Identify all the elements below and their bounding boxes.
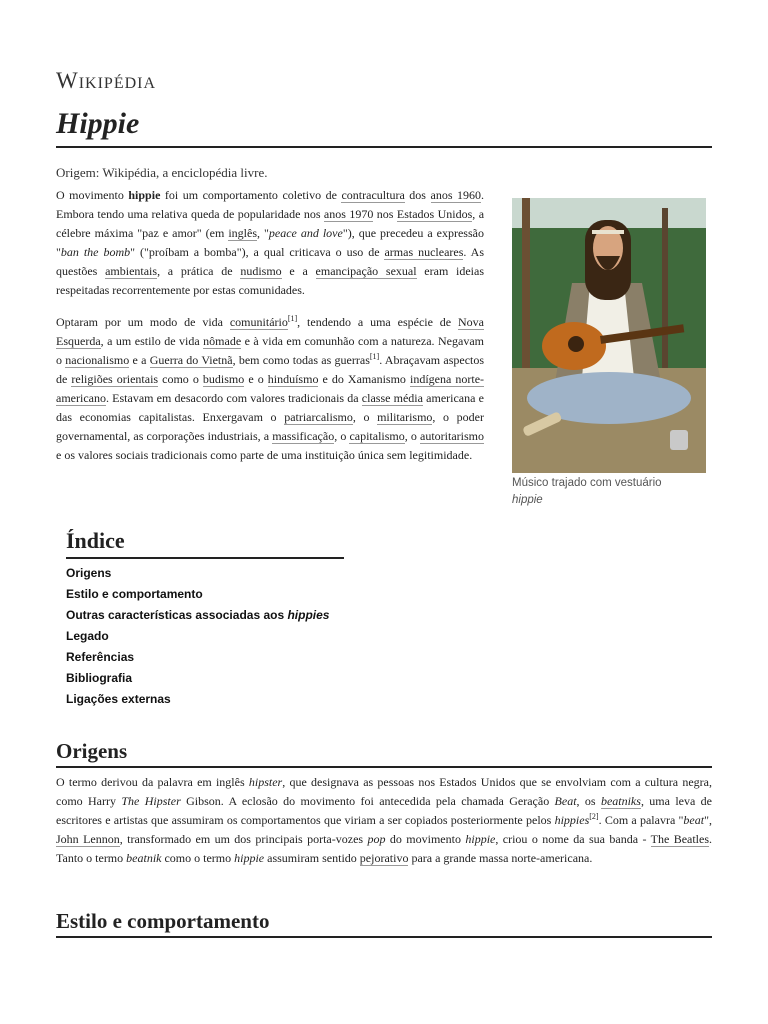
italic-term: hippie bbox=[465, 832, 496, 846]
text-run: , criou o nome da sua banda - bbox=[495, 832, 651, 846]
wiki-link[interactable]: anos 1960 bbox=[430, 188, 482, 202]
wiki-link[interactable]: autoritarismo bbox=[420, 429, 484, 443]
wiki-link[interactable]: militarismo bbox=[377, 410, 433, 424]
photo-headband bbox=[592, 230, 624, 234]
toc-item-outras[interactable] bbox=[66, 605, 344, 626]
text-run: dos bbox=[404, 188, 431, 202]
toc-item-ligacoes[interactable]: Ligações externas bbox=[66, 692, 171, 706]
toc-item-estilo[interactable]: Estilo e comportamento bbox=[66, 587, 203, 601]
italic-term: beat bbox=[683, 813, 705, 827]
italic-term: Beat bbox=[554, 794, 577, 808]
wiki-link[interactable]: nômade bbox=[203, 334, 242, 348]
table-of-contents bbox=[66, 526, 344, 710]
toc-item-legado[interactable]: Legado bbox=[66, 629, 109, 643]
text-run: , o bbox=[334, 429, 350, 443]
citation-ref[interactable]: [1] bbox=[369, 352, 380, 361]
wiki-link[interactable]: indígena norte-americano bbox=[56, 372, 485, 405]
wiki-link[interactable]: Nova Esquerda bbox=[56, 315, 484, 348]
page-title: Hippie bbox=[56, 104, 712, 148]
caption-text: Músico trajado com vestuário bbox=[512, 477, 662, 489]
text-run: e do Xamanismo bbox=[318, 372, 410, 386]
text-run: , o bbox=[404, 429, 421, 443]
italic-term: ban the bomb bbox=[60, 245, 131, 259]
wikipedia-logo[interactable]: Wikipédia bbox=[56, 68, 157, 93]
wiki-link[interactable]: Guerra do Vietnã bbox=[149, 353, 233, 367]
section-heading-origens: Origens bbox=[56, 737, 712, 768]
text-run: foi um comportamento coletivo de bbox=[160, 188, 342, 202]
text-run: ", bbox=[704, 813, 712, 827]
text-run: " ("proíbam a bomba"), a qual criticava o uso de bbox=[130, 245, 385, 259]
text-run: nos bbox=[373, 207, 397, 221]
text-run: assumiram sentido bbox=[264, 851, 360, 865]
text-run: , a um estilo de vida bbox=[100, 334, 204, 348]
text-run: e a bbox=[129, 353, 150, 367]
text-run: para a grande massa norte-americana. bbox=[408, 851, 593, 865]
italic-term: hippie bbox=[234, 851, 265, 865]
text-run: , " bbox=[257, 226, 269, 240]
text-run: , a célebre máxima "paz e amor" (em bbox=[56, 207, 485, 240]
wiki-link[interactable]: ambientais bbox=[105, 264, 158, 278]
section-heading-estilo: Estilo e comportamento bbox=[56, 907, 712, 938]
caption-italic: hippie bbox=[512, 494, 543, 506]
italic-term: hipster bbox=[248, 775, 283, 789]
wiki-link[interactable]: emancipação sexual bbox=[315, 264, 417, 278]
toc-item-referencias[interactable]: Referências bbox=[66, 650, 135, 664]
text-run: O termo derivou da palavra em inglês bbox=[56, 775, 249, 789]
text-run: , bem como todas as guerras bbox=[232, 353, 370, 367]
origin-note: Origem: Wikipédia, a enciclopédia livre. bbox=[56, 165, 268, 180]
infobox-figure bbox=[512, 198, 706, 509]
photo-mug bbox=[670, 430, 688, 450]
text-run: e os valores sociais tradicionais como parte de uma instituição única sem legitimidade. bbox=[56, 448, 473, 462]
wiki-link[interactable]: massificação bbox=[272, 429, 335, 443]
toc-item-bibliografia[interactable]: Bibliografia bbox=[66, 671, 133, 685]
italic-term: beatnik bbox=[126, 851, 162, 865]
text-run: , o poder governamental, as corporações industriais, a bbox=[56, 410, 484, 443]
toc-item-outras-text: Outras características associadas aos bbox=[66, 608, 288, 622]
bold-term: hippie bbox=[128, 188, 161, 202]
wiki-link[interactable]: capitalismo bbox=[349, 429, 405, 443]
wiki-link[interactable]: pejorativo bbox=[359, 851, 409, 865]
italic-term: The Hipster bbox=[121, 794, 181, 808]
text-run: Optaram por um modo de vida bbox=[56, 315, 230, 329]
wiki-link[interactable]: beatniks bbox=[600, 794, 641, 808]
wiki-link[interactable]: nacionalismo bbox=[65, 353, 130, 367]
intro-paragraph-1 bbox=[56, 186, 484, 300]
wiki-link[interactable]: John Lennon bbox=[56, 832, 120, 846]
text-run: e a bbox=[281, 264, 316, 278]
wiki-link[interactable]: anos 1970 bbox=[323, 207, 374, 221]
photo-guitar-hole bbox=[568, 336, 584, 352]
toc-title: Índice bbox=[66, 526, 344, 559]
wiki-link[interactable]: armas nucleares bbox=[384, 245, 464, 259]
wiki-link[interactable]: nudismo bbox=[240, 264, 282, 278]
wiki-link[interactable]: inglês bbox=[228, 226, 257, 240]
toc-list bbox=[66, 563, 344, 710]
text-run: . Abraçavam aspectos de bbox=[56, 353, 485, 386]
toc-item-origens[interactable]: Origens bbox=[66, 566, 112, 580]
text-run: . Com a palavra " bbox=[598, 813, 684, 827]
text-run: , tendendo a uma espécie de bbox=[297, 315, 458, 329]
text-run: . Tanto o termo bbox=[56, 832, 713, 865]
toc-item-outras-italic: hippies bbox=[287, 608, 330, 622]
text-run: , o bbox=[352, 410, 378, 424]
text-run: do movimento bbox=[385, 832, 466, 846]
origens-paragraph bbox=[56, 773, 712, 868]
text-run: e o bbox=[244, 372, 268, 386]
wiki-link[interactable]: hinduísmo bbox=[267, 372, 319, 386]
italic-term: pop bbox=[367, 832, 386, 846]
text-run: . As questões bbox=[56, 245, 485, 278]
wiki-link[interactable]: comunitário bbox=[229, 315, 288, 329]
wiki-link[interactable]: classe média bbox=[361, 391, 423, 405]
intro-paragraph-2 bbox=[56, 313, 484, 465]
text-run: como o bbox=[158, 372, 203, 386]
text-run: americana e das economias capitalistas. Enxergavam o bbox=[56, 391, 484, 424]
wiki-link[interactable]: patriarcalismo bbox=[284, 410, 353, 424]
wiki-link[interactable]: budismo bbox=[202, 372, 245, 386]
citation-ref[interactable]: [2] bbox=[589, 812, 599, 821]
hippie-musician-photo[interactable] bbox=[512, 198, 706, 473]
figure-caption bbox=[512, 475, 706, 509]
wiki-link[interactable]: The Beatles bbox=[650, 832, 710, 846]
text-run: . Embora tendo uma relativa queda de popularidade nos bbox=[56, 188, 485, 221]
citation-ref[interactable]: [1] bbox=[287, 314, 298, 323]
text-run: e à vida em comunhão com a natureza. Negavam o bbox=[56, 334, 484, 367]
text-run: eram ideias respeitadas recorrentemente por estas comunidades. bbox=[56, 264, 485, 297]
text-run: , que designava as pessoas nos Estados Unidos que se envolviam com a cultura negra, como Harry bbox=[56, 775, 712, 808]
text-run: Gibson. A eclosão do movimento foi antecedida pela chamada Geração bbox=[180, 794, 555, 808]
text-run: , os bbox=[576, 794, 601, 808]
wiki-link[interactable]: contracultura bbox=[341, 188, 405, 202]
italic-term: hippies bbox=[554, 813, 590, 827]
text-run: , transformado em um dos principais porta-vozes bbox=[119, 832, 368, 846]
text-run: "), que precedeu a expressão " bbox=[56, 226, 484, 259]
text-run: , a prática de bbox=[157, 264, 241, 278]
italic-term: peace and love bbox=[268, 226, 343, 240]
text-run: como o termo bbox=[161, 851, 235, 865]
text-run: , uma leva de escritores e artistas que assumiram os comportamentos que viriam a ser copiados posteriormente pelos bbox=[56, 794, 712, 827]
text-run: . Estavam em desacordo com valores tradicionais da bbox=[105, 391, 362, 405]
wiki-link[interactable]: religiões orientais bbox=[71, 372, 159, 386]
text-run: O movimento bbox=[56, 188, 129, 202]
wiki-link[interactable]: Estados Unidos bbox=[396, 207, 473, 221]
